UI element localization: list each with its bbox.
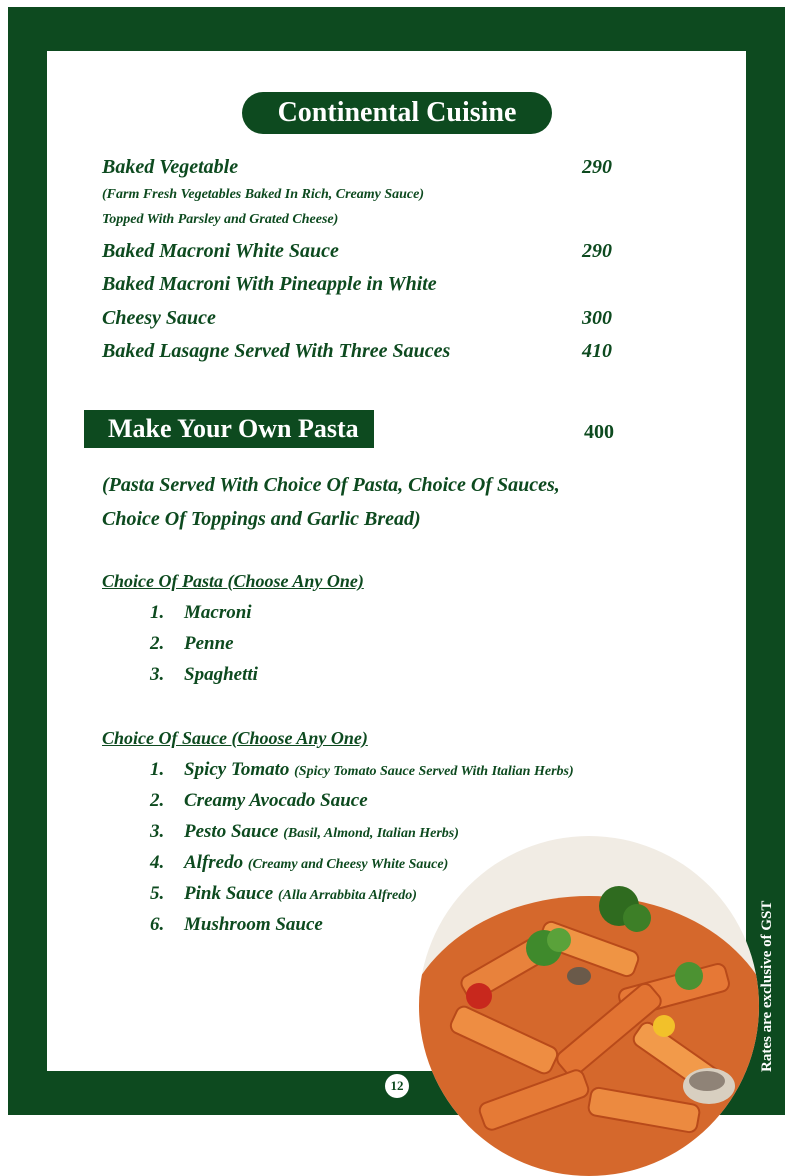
section-title-continental: Continental Cuisine [242, 92, 552, 134]
pasta-description: (Pasta Served With Choice Of Pasta, Choice Of Sauces, [102, 474, 560, 496]
list-label: Alfredo [184, 852, 244, 873]
list-item [150, 821, 459, 843]
list-label: Spicy Tomato [184, 759, 290, 780]
menu-item-price: 300 [582, 307, 612, 329]
list-label: Creamy Avocado Sauce [184, 790, 368, 811]
pasta-description: Choice Of Toppings and Garlic Bread) [102, 508, 421, 530]
list-label: Pink Sauce [184, 883, 274, 904]
list-item [150, 914, 323, 936]
list-item [150, 883, 417, 905]
menu-item-description: (Farm Fresh Vegetables Baked In Rich, Creamy Sauce) [102, 187, 425, 202]
list-label: Spaghetti [184, 664, 258, 685]
list-item [150, 790, 368, 812]
list-note: (Basil, Almond, Italian Herbs) [283, 826, 459, 841]
list-item [150, 759, 574, 781]
list-number: 3. [150, 664, 165, 685]
list-number: 4. [150, 852, 165, 873]
page-number: 12 [385, 1074, 409, 1098]
pasta-dish-image [419, 836, 759, 1176]
list-item [150, 633, 234, 655]
menu-item-name: Baked Macroni With Pineapple in White [102, 273, 437, 295]
list-item [150, 852, 448, 874]
pasta-illustration [419, 836, 759, 1176]
section-title-pasta: Make Your Own Pasta [84, 410, 374, 448]
list-number: 3. [150, 821, 165, 842]
menu-item-name: Baked Macroni White Sauce [102, 240, 339, 262]
list-number: 1. [150, 759, 165, 780]
list-number: 2. [150, 790, 165, 811]
menu-item-price: 410 [582, 340, 612, 362]
sauce-choice-heading: Choice Of Sauce (Choose Any One) [102, 728, 368, 748]
menu-item-price: 290 [582, 240, 612, 262]
list-number: 2. [150, 633, 165, 654]
menu-item-description: Topped With Parsley and Grated Cheese) [102, 212, 339, 227]
list-label: Mushroom Sauce [184, 914, 323, 935]
list-item [150, 664, 258, 686]
list-note: (Alla Arrabbita Alfredo) [277, 888, 417, 903]
menu-item-price: 290 [582, 156, 612, 178]
menu-item-name: Cheesy Sauce [102, 307, 216, 329]
list-label: Macroni [184, 602, 252, 623]
list-number: 6. [150, 914, 165, 935]
pasta-choice-heading: Choice Of Pasta (Choose Any One) [102, 571, 364, 591]
list-number: 5. [150, 883, 165, 904]
list-label: Penne [184, 633, 234, 654]
pasta-price: 400 [584, 421, 614, 443]
list-number: 1. [150, 602, 165, 623]
gst-note: Rates are exclusive of GST [759, 900, 775, 1072]
list-item [150, 602, 252, 624]
menu-item-name: Baked Vegetable [102, 156, 239, 178]
list-label: Pesto Sauce [184, 821, 279, 842]
list-note: (Creamy and Cheesy White Sauce) [247, 857, 449, 872]
list-note: (Spicy Tomato Sauce Served With Italian Herbs) [294, 764, 574, 779]
menu-item-name: Baked Lasagne Served With Three Sauces [102, 340, 451, 362]
